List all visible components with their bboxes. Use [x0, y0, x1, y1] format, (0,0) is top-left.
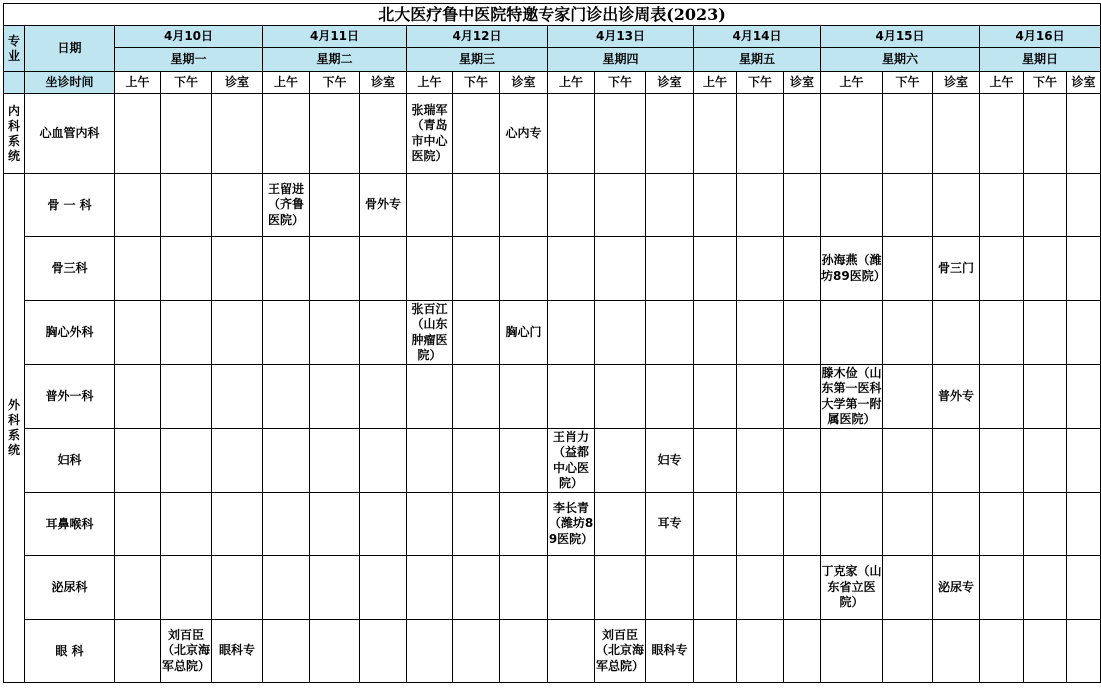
clinic-room-cell — [784, 620, 821, 683]
date-1: 4月10日 — [115, 26, 263, 48]
specialty-header-label: 专业 — [7, 33, 20, 63]
doctor-am-cell — [407, 493, 453, 556]
doctor-pm-cell — [737, 94, 784, 174]
clinic-room-cell — [212, 429, 263, 493]
pm-header: 下午 — [310, 72, 360, 94]
clinic-room-cell — [784, 301, 821, 365]
clinic-room-cell — [500, 237, 548, 301]
clinic-room-cell — [360, 365, 407, 429]
specialty-blank — [4, 72, 25, 94]
dept-row — [4, 429, 1101, 493]
doctor-pm-cell — [453, 237, 500, 301]
dept-row — [4, 620, 1101, 683]
room-header: 诊室 — [1067, 72, 1101, 94]
weekday-2: 星期二 — [263, 48, 407, 72]
pm-header: 下午 — [595, 72, 646, 94]
dept-row — [4, 301, 1101, 365]
doctor-pm-cell — [1024, 174, 1067, 237]
clinic-room-cell — [360, 237, 407, 301]
doctor-am-cell — [115, 301, 161, 365]
doctor-pm-cell — [883, 620, 933, 683]
doctor-am-cell — [407, 429, 453, 493]
clinic-room-cell — [212, 174, 263, 237]
am-header: 上午 — [548, 72, 595, 94]
weekday-5: 星期五 — [694, 48, 821, 72]
doctor-am-cell — [115, 556, 161, 620]
doctor-pm-cell — [883, 493, 933, 556]
doctor-am-cell — [407, 556, 453, 620]
doctor-am-cell — [263, 301, 310, 365]
clinic-room-cell — [1067, 493, 1101, 556]
doctor-pm-cell — [161, 301, 212, 365]
weekday-row — [4, 48, 1101, 72]
doctor-pm-cell — [737, 429, 784, 493]
doctor-pm-cell — [737, 493, 784, 556]
doctor-am-cell — [548, 365, 595, 429]
doctor-pm-cell — [883, 94, 933, 174]
clinic-room-cell — [1067, 556, 1101, 620]
clinic-room-cell — [212, 94, 263, 174]
clinic-room-cell — [784, 429, 821, 493]
specialty-group-label: 外科系统 — [7, 398, 20, 457]
doctor-pm-cell — [883, 174, 933, 237]
doctor-am-cell — [821, 174, 883, 237]
pm-header: 下午 — [737, 72, 784, 94]
dept-row — [4, 493, 1101, 556]
doctor-am-cell — [115, 94, 161, 174]
doctor-am-cell — [548, 620, 595, 683]
date-2: 4月11日 — [263, 26, 407, 48]
doctor-pm-cell — [595, 429, 646, 493]
clinic-room-cell: 胸心门 — [500, 301, 548, 365]
doctor-pm-cell — [1024, 556, 1067, 620]
date-3: 4月12日 — [407, 26, 548, 48]
doctor-am-cell — [115, 620, 161, 683]
session-time-header: 坐诊时间 — [25, 72, 115, 94]
dept-row — [4, 365, 1101, 429]
doctor-pm-cell — [595, 493, 646, 556]
clinic-room-cell — [1067, 365, 1101, 429]
clinic-room-cell — [1067, 237, 1101, 301]
doctor-am-cell — [115, 429, 161, 493]
weekday-1: 星期一 — [115, 48, 263, 72]
doctor-am-cell: 李长青（潍坊89医院） — [548, 493, 595, 556]
am-header: 上午 — [694, 72, 737, 94]
clinic-room-cell — [500, 493, 548, 556]
pm-header: 下午 — [453, 72, 500, 94]
clinic-room-cell — [784, 94, 821, 174]
doctor-am-cell — [694, 174, 737, 237]
am-header: 上午 — [980, 72, 1024, 94]
doctor-pm-cell — [737, 301, 784, 365]
clinic-room-cell: 骨三门 — [933, 237, 980, 301]
sheet-title: 北大医疗鲁中医院特邀专家门诊出诊周表(2023) — [4, 4, 1101, 26]
room-header: 诊室 — [933, 72, 980, 94]
doctor-am-cell — [407, 174, 453, 237]
doctor-pm-cell — [595, 365, 646, 429]
clinic-room-cell — [933, 94, 980, 174]
doctor-am-cell — [821, 620, 883, 683]
doctor-pm-cell — [737, 556, 784, 620]
pm-header: 下午 — [883, 72, 933, 94]
doctor-am-cell — [980, 365, 1024, 429]
specialty-header — [4, 26, 25, 72]
date-6: 4月15日 — [821, 26, 980, 48]
doctor-am-cell — [694, 556, 737, 620]
doctor-pm-cell — [1024, 237, 1067, 301]
doctor-pm-cell — [453, 429, 500, 493]
doctor-am-cell: 张瑞军（青岛市中心医院） — [407, 94, 453, 174]
doctor-pm-cell — [161, 237, 212, 301]
department-name: 泌尿科 — [25, 556, 115, 620]
doctor-pm-cell — [1024, 429, 1067, 493]
clinic-room-cell — [360, 301, 407, 365]
department-name: 眼 科 — [25, 620, 115, 683]
doctor-am-cell: 张百江（山东肿瘤医院） — [407, 301, 453, 365]
doctor-am-cell — [407, 620, 453, 683]
pm-header: 下午 — [1024, 72, 1067, 94]
date-5: 4月14日 — [694, 26, 821, 48]
doctor-pm-cell — [595, 94, 646, 174]
doctor-pm-cell — [310, 94, 360, 174]
clinic-room-cell: 心内专 — [500, 94, 548, 174]
clinic-room-cell: 眼科专 — [212, 620, 263, 683]
doctor-am-cell — [263, 429, 310, 493]
clinic-room-cell — [212, 301, 263, 365]
doctor-am-cell — [980, 620, 1024, 683]
doctor-pm-cell — [161, 556, 212, 620]
department-name: 心血管内科 — [25, 94, 115, 174]
doctor-am-cell — [980, 556, 1024, 620]
specialty-group-label: 内科系统 — [7, 103, 20, 163]
schedule-sheet — [3, 3, 1101, 683]
clinic-room-cell — [1067, 301, 1101, 365]
room-header: 诊室 — [646, 72, 694, 94]
doctor-pm-cell — [883, 301, 933, 365]
clinic-room-cell — [500, 620, 548, 683]
clinic-room-cell — [500, 174, 548, 237]
doctor-am-cell — [115, 493, 161, 556]
department-name: 普外一科 — [25, 365, 115, 429]
doctor-pm-cell — [310, 174, 360, 237]
date-4: 4月13日 — [548, 26, 694, 48]
doctor-am-cell — [263, 620, 310, 683]
clinic-room-cell: 骨外专 — [360, 174, 407, 237]
doctor-am-cell — [407, 365, 453, 429]
doctor-pm-cell — [737, 174, 784, 237]
clinic-room-cell — [212, 556, 263, 620]
doctor-am-cell — [694, 237, 737, 301]
dept-row — [4, 94, 1101, 174]
department-name: 骨三科 — [25, 237, 115, 301]
department-name: 骨 一 科 — [25, 174, 115, 237]
weekday-7: 星期日 — [980, 48, 1101, 72]
doctor-pm-cell — [161, 493, 212, 556]
am-header: 上午 — [115, 72, 161, 94]
doctor-am-cell — [980, 94, 1024, 174]
doctor-am-cell — [694, 429, 737, 493]
clinic-room-cell — [212, 493, 263, 556]
department-name: 耳鼻喉科 — [25, 493, 115, 556]
dept-row — [4, 237, 1101, 301]
doctor-am-cell — [115, 365, 161, 429]
doctor-pm-cell — [310, 365, 360, 429]
am-header: 上午 — [821, 72, 883, 94]
clinic-room-cell — [646, 301, 694, 365]
clinic-room-cell — [360, 94, 407, 174]
clinic-room-cell — [646, 365, 694, 429]
doctor-am-cell: 孙海燕（潍坊89医院） — [821, 237, 883, 301]
doctor-pm-cell — [1024, 620, 1067, 683]
doctor-pm-cell — [310, 620, 360, 683]
doctor-pm-cell — [310, 301, 360, 365]
clinic-room-cell — [212, 237, 263, 301]
doctor-pm-cell — [161, 429, 212, 493]
clinic-room-cell — [646, 237, 694, 301]
clinic-room-cell — [500, 429, 548, 493]
clinic-room-cell — [212, 365, 263, 429]
clinic-room-cell — [1067, 94, 1101, 174]
room-header: 诊室 — [212, 72, 263, 94]
doctor-am-cell — [694, 94, 737, 174]
clinic-room-cell — [784, 493, 821, 556]
clinic-room-cell — [1067, 174, 1101, 237]
doctor-pm-cell — [737, 237, 784, 301]
doctor-pm-cell: 刘百臣（北京海军总院） — [161, 620, 212, 683]
clinic-room-cell — [933, 429, 980, 493]
doctor-am-cell — [821, 94, 883, 174]
clinic-room-cell: 妇专 — [646, 429, 694, 493]
doctor-am-cell — [548, 237, 595, 301]
department-name: 妇科 — [25, 429, 115, 493]
clinic-room-cell: 耳专 — [646, 493, 694, 556]
am-header: 上午 — [263, 72, 310, 94]
doctor-am-cell — [980, 301, 1024, 365]
clinic-room-cell — [933, 620, 980, 683]
doctor-am-cell — [980, 429, 1024, 493]
clinic-room-cell — [500, 365, 548, 429]
doctor-am-cell — [263, 94, 310, 174]
doctor-am-cell — [548, 556, 595, 620]
doctor-pm-cell — [453, 174, 500, 237]
doctor-am-cell: 王肖力（益都中心医院） — [548, 429, 595, 493]
doctor-pm-cell — [595, 237, 646, 301]
doctor-pm-cell — [453, 620, 500, 683]
doctor-pm-cell — [310, 429, 360, 493]
doctor-am-cell — [263, 556, 310, 620]
doctor-pm-cell — [161, 94, 212, 174]
doctor-pm-cell — [883, 365, 933, 429]
specialty-group — [4, 174, 25, 683]
clinic-room-cell — [360, 493, 407, 556]
title-row — [4, 4, 1101, 26]
clinic-room-cell: 眼科专 — [646, 620, 694, 683]
doctor-am-cell: 王留进（齐鲁医院） — [263, 174, 310, 237]
clinic-room-cell — [360, 620, 407, 683]
doctor-pm-cell — [737, 620, 784, 683]
doctor-am-cell — [263, 493, 310, 556]
doctor-am-cell — [694, 365, 737, 429]
clinic-room-cell — [784, 365, 821, 429]
date-header: 日期 — [25, 26, 115, 72]
clinic-room-cell — [933, 301, 980, 365]
doctor-pm-cell — [883, 429, 933, 493]
doctor-pm-cell — [310, 556, 360, 620]
specialty-group — [4, 94, 25, 174]
doctor-am-cell — [115, 237, 161, 301]
doctor-pm-cell — [161, 174, 212, 237]
doctor-am-cell — [980, 174, 1024, 237]
clinic-room-cell — [784, 556, 821, 620]
doctor-am-cell — [821, 493, 883, 556]
doctor-pm-cell — [595, 556, 646, 620]
doctor-am-cell — [548, 94, 595, 174]
doctor-pm-cell — [310, 493, 360, 556]
weekday-4: 星期四 — [548, 48, 694, 72]
clinic-room-cell — [933, 493, 980, 556]
clinic-room-cell — [646, 94, 694, 174]
dept-row — [4, 174, 1101, 237]
doctor-am-cell — [821, 301, 883, 365]
room-header: 诊室 — [500, 72, 548, 94]
doctor-am-cell — [821, 429, 883, 493]
room-header: 诊室 — [784, 72, 821, 94]
clinic-room-cell: 泌尿专 — [933, 556, 980, 620]
am-header: 上午 — [407, 72, 453, 94]
doctor-pm-cell — [453, 556, 500, 620]
session-row — [4, 72, 1101, 94]
doctor-am-cell — [980, 237, 1024, 301]
doctor-am-cell — [548, 174, 595, 237]
doctor-am-cell — [263, 365, 310, 429]
clinic-room-cell — [1067, 620, 1101, 683]
schedule-table — [3, 3, 1101, 683]
date-row — [4, 26, 1101, 48]
doctor-pm-cell — [453, 493, 500, 556]
weekday-6: 星期六 — [821, 48, 980, 72]
clinic-room-cell — [500, 556, 548, 620]
dept-row — [4, 556, 1101, 620]
department-name: 胸心外科 — [25, 301, 115, 365]
doctor-am-cell — [548, 301, 595, 365]
clinic-room-cell — [360, 429, 407, 493]
room-header: 诊室 — [360, 72, 407, 94]
doctor-pm-cell — [595, 174, 646, 237]
doctor-am-cell — [263, 237, 310, 301]
doctor-pm-cell — [737, 365, 784, 429]
doctor-am-cell — [694, 620, 737, 683]
clinic-room-cell: 普外专 — [933, 365, 980, 429]
clinic-room-cell — [784, 237, 821, 301]
doctor-pm-cell — [453, 365, 500, 429]
weekday-3: 星期三 — [407, 48, 548, 72]
doctor-am-cell — [980, 493, 1024, 556]
date-7: 4月16日 — [980, 26, 1101, 48]
clinic-room-cell — [933, 174, 980, 237]
doctor-pm-cell — [883, 556, 933, 620]
doctor-pm-cell — [1024, 493, 1067, 556]
clinic-room-cell — [784, 174, 821, 237]
doctor-pm-cell: 刘百臣（北京海军总院） — [595, 620, 646, 683]
doctor-pm-cell — [1024, 94, 1067, 174]
clinic-room-cell — [646, 556, 694, 620]
doctor-am-cell: 滕木俭（山东第一医科大学第一附属医院） — [821, 365, 883, 429]
doctor-pm-cell — [453, 301, 500, 365]
clinic-room-cell — [646, 174, 694, 237]
doctor-am-cell: 丁克家（山东省立医院） — [821, 556, 883, 620]
clinic-room-cell — [1067, 429, 1101, 493]
doctor-pm-cell — [453, 94, 500, 174]
doctor-pm-cell — [1024, 301, 1067, 365]
doctor-pm-cell — [310, 237, 360, 301]
doctor-pm-cell — [595, 301, 646, 365]
doctor-pm-cell — [161, 365, 212, 429]
doctor-pm-cell — [883, 237, 933, 301]
doctor-am-cell — [694, 493, 737, 556]
doctor-pm-cell — [1024, 365, 1067, 429]
doctor-am-cell — [407, 237, 453, 301]
clinic-room-cell — [360, 556, 407, 620]
pm-header: 下午 — [161, 72, 212, 94]
doctor-am-cell — [115, 174, 161, 237]
doctor-am-cell — [694, 301, 737, 365]
